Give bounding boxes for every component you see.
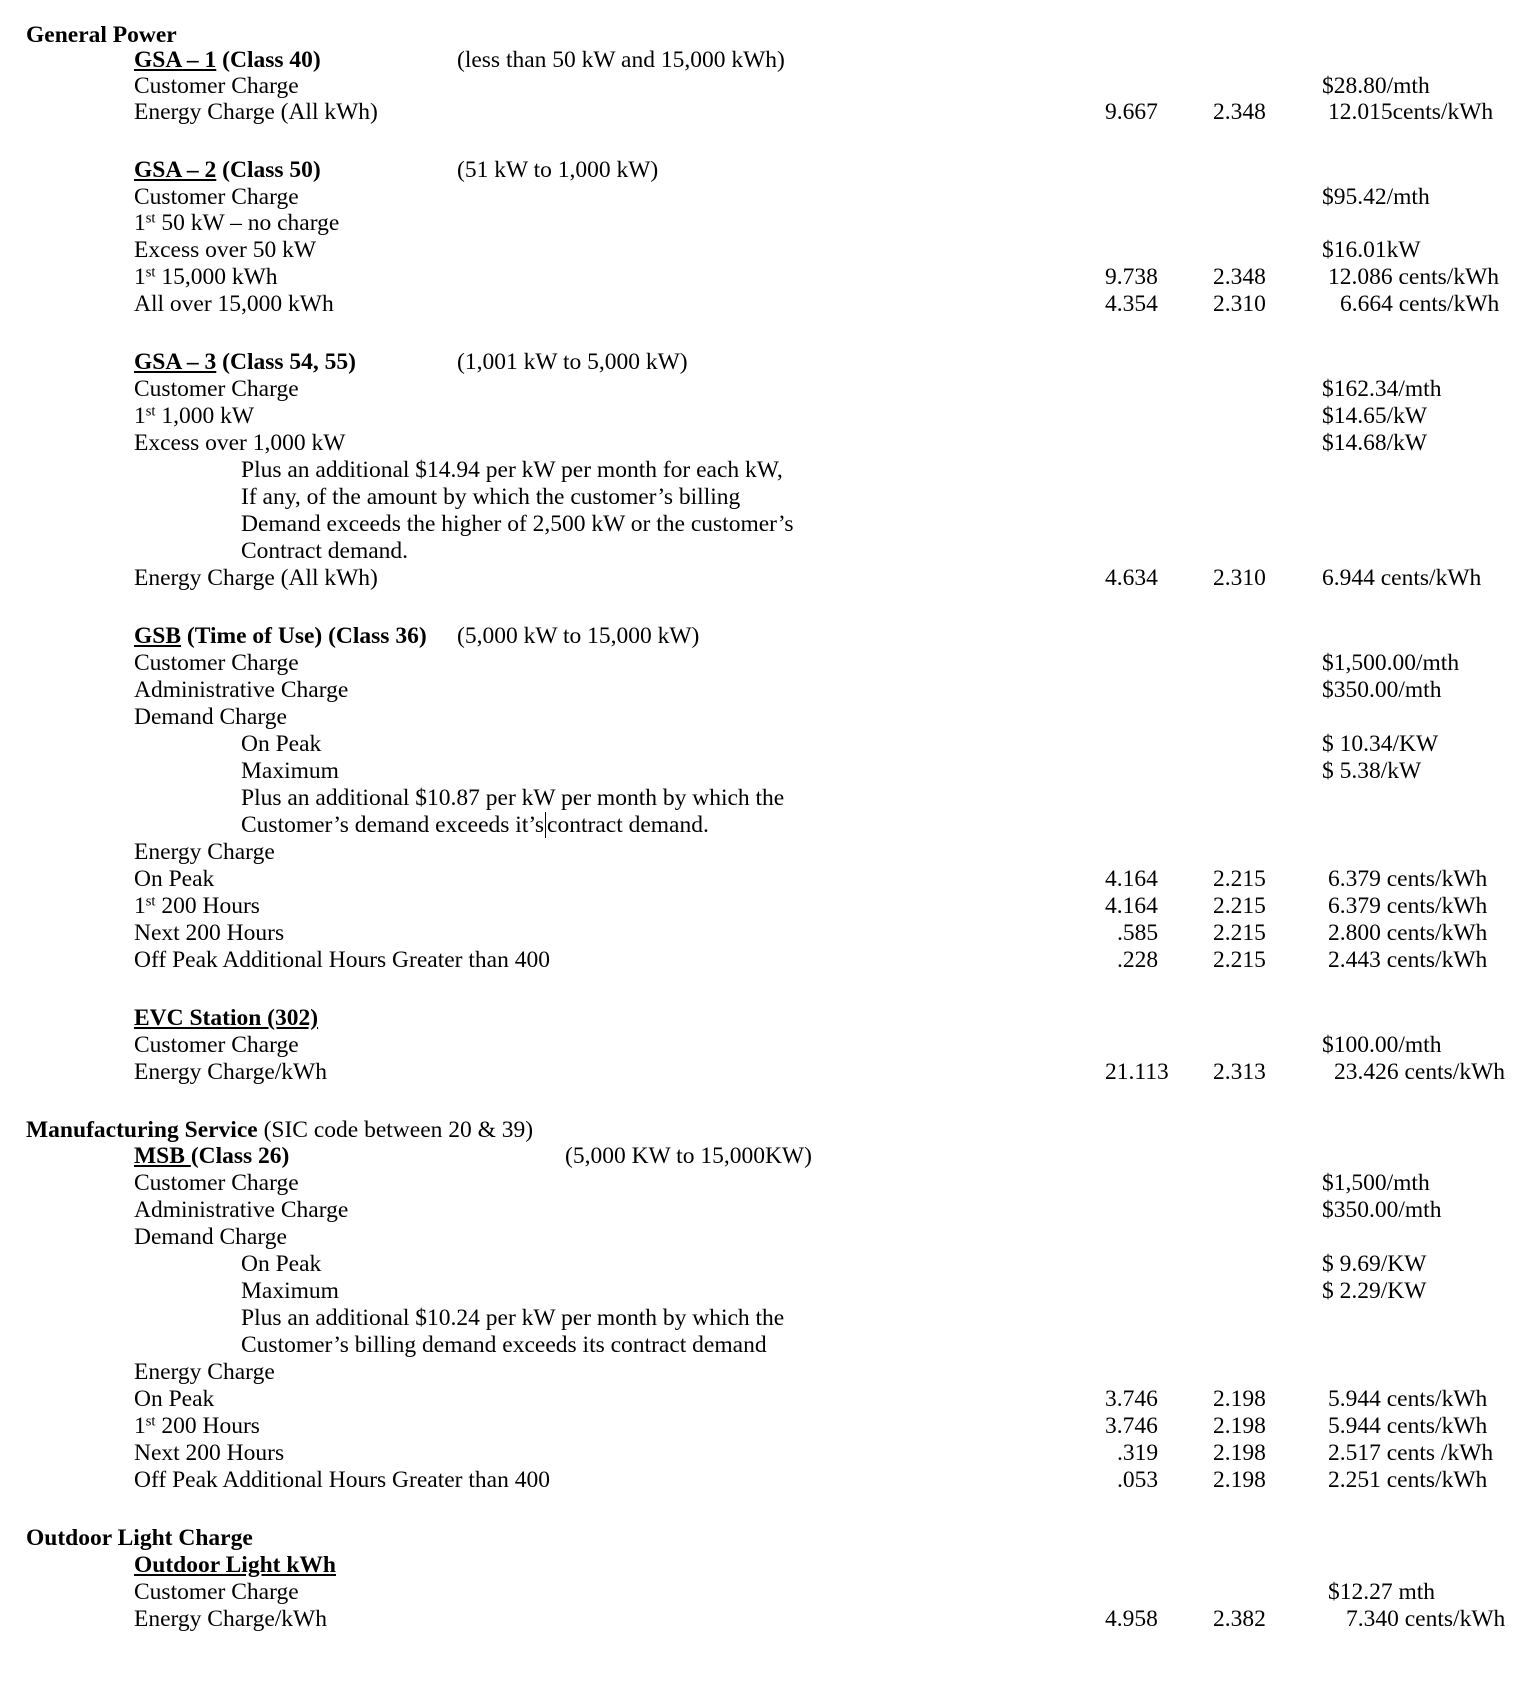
ordinal-suffix: st	[145, 210, 156, 227]
row-value-1: .319	[1117, 1440, 1159, 1466]
row-label	[134, 402, 254, 430]
row-label: Excess over 50 kW	[134, 237, 317, 263]
row-label	[134, 892, 260, 920]
section-subtitle: (SIC code between 20 & 39)	[257, 1117, 534, 1143]
ordinal-number: 1	[134, 893, 146, 919]
row-total: $14.68/kW	[1322, 430, 1428, 456]
row-value-1: 21.113	[1105, 1059, 1169, 1085]
row-total: 2.251 cents/kWh	[1328, 1467, 1488, 1493]
row-label: Customer Charge	[134, 650, 299, 676]
row-total: $1,500.00/mth	[1322, 650, 1460, 676]
row-value-1: 4.164	[1105, 866, 1158, 892]
row-label: On Peak	[134, 1386, 215, 1412]
note-line: Demand exceeds the higher of 2,500 kW or the customer’s	[241, 511, 794, 537]
row-value-1: .053	[1117, 1467, 1159, 1493]
label-text: 15,000 kWh	[155, 264, 278, 290]
schedule-heading-evc-station: EVC Station (302)	[134, 1005, 319, 1031]
schedule-class: (Class 40)	[222, 47, 321, 73]
ordinal-suffix: st	[145, 403, 156, 420]
row-value-1: 4.634	[1105, 565, 1158, 591]
row-label	[134, 1412, 260, 1440]
note-line	[241, 811, 709, 839]
row-label: Energy Charge	[134, 839, 275, 865]
schedule-heading-gsa-1	[134, 46, 321, 74]
row-total: 12.015cents/kWh	[1328, 99, 1494, 125]
row-value-2: 2.198	[1213, 1467, 1266, 1493]
row-total: 12.086 cents/kWh	[1328, 264, 1499, 290]
schedule-heading-outdoor-light: Outdoor Light kWh	[134, 1552, 336, 1578]
row-label: Customer Charge	[134, 184, 299, 210]
row-label: Customer Charge	[134, 376, 299, 402]
schedule-class: (Class 54, 55)	[222, 349, 356, 375]
row-value-1: 4.354	[1105, 291, 1158, 317]
demand-total: $ 9.69/KW	[1322, 1251, 1427, 1277]
note-line: Customer’s billing demand exceeds its contract demand	[241, 1332, 767, 1358]
note-line: Contract demand.	[241, 538, 409, 564]
row-value-2: 2.313	[1213, 1059, 1266, 1085]
row-label: Energy Charge/kWh	[134, 1606, 327, 1632]
row-total: $95.42/mth	[1322, 184, 1430, 210]
text-cursor	[545, 812, 546, 838]
row-value-2: 2.198	[1213, 1440, 1266, 1466]
demand-label: Maximum	[241, 1278, 339, 1304]
row-total: $100.00/mth	[1322, 1032, 1442, 1058]
row-value-2: 2.215	[1213, 947, 1266, 973]
row-label: Energy Charge/kWh	[134, 1059, 327, 1085]
row-label: All over 15,000 kWh	[134, 291, 334, 317]
note-line: Plus an additional $10.24 per kW per month by which the	[241, 1305, 785, 1331]
row-value-1: 4.958	[1105, 1606, 1158, 1632]
row-value-2: 2.198	[1213, 1386, 1266, 1412]
row-label: Customer Charge	[134, 73, 299, 99]
ordinal-suffix: st	[145, 264, 156, 281]
schedule-range: (5,000 kW to 15,000 kW)	[457, 623, 700, 649]
schedule-class: (Time of Use) (Class 36)	[186, 623, 427, 649]
row-value-1: 3.746	[1105, 1386, 1158, 1412]
label-text: 200 Hours	[155, 893, 260, 919]
row-value-2: 2.310	[1213, 291, 1266, 317]
row-label: Next 200 Hours	[134, 920, 285, 946]
row-label: Customer Charge	[134, 1579, 299, 1605]
row-label: Off Peak Additional Hours Greater than 400	[134, 1467, 550, 1493]
row-value-1: 3.746	[1105, 1413, 1158, 1439]
row-value-2: 2.348	[1213, 264, 1266, 290]
section-title-outdoor-light: Outdoor Light Charge	[26, 1525, 253, 1551]
row-total: 7.340 cents/kWh	[1346, 1606, 1506, 1632]
row-value-2: 2.348	[1213, 99, 1266, 125]
row-label: Customer Charge	[134, 1032, 299, 1058]
note-text: contract demand.	[547, 812, 709, 838]
schedule-class: (Class 26)	[190, 1143, 290, 1169]
row-value-2: 2.310	[1213, 565, 1266, 591]
schedule-id: MSB	[134, 1143, 191, 1169]
row-total: $162.34/mth	[1322, 376, 1442, 402]
row-total: $350.00/mth	[1322, 677, 1442, 703]
row-value-2: 2.215	[1213, 893, 1266, 919]
row-total: $350.00/mth	[1322, 1197, 1442, 1223]
row-label: On Peak	[134, 866, 215, 892]
row-total: 2.443 cents/kWh	[1328, 947, 1488, 973]
ordinal-suffix: st	[145, 1413, 156, 1430]
row-label: Off Peak Additional Hours Greater than 400	[134, 947, 550, 973]
row-total: $12.27 mth	[1328, 1579, 1436, 1605]
row-label: Next 200 Hours	[134, 1440, 285, 1466]
row-label: Demand Charge	[134, 704, 287, 730]
ordinal-suffix: st	[145, 893, 156, 910]
row-value-2: 2.215	[1213, 920, 1266, 946]
ordinal-number: 1	[134, 403, 146, 429]
demand-label: On Peak	[241, 731, 322, 757]
row-value-2: 2.382	[1213, 1606, 1266, 1632]
schedule-id: GSA – 1	[134, 47, 217, 73]
row-total: 2.517 cents /kWh	[1328, 1440, 1494, 1466]
row-value-1: .228	[1117, 947, 1159, 973]
label-text: 50 kW – no charge	[155, 210, 340, 236]
label-text: 1,000 kW	[155, 403, 255, 429]
note-line: Plus an additional $10.87 per kW per month by which the	[241, 785, 785, 811]
row-total: 6.664 cents/kWh	[1340, 291, 1500, 317]
schedule-id: GSA – 3	[134, 349, 217, 375]
schedule-id: GSB	[134, 623, 182, 649]
label-text: 200 Hours	[155, 1413, 260, 1439]
row-label: Demand Charge	[134, 1224, 287, 1250]
section-title-manufacturing	[26, 1116, 533, 1144]
row-value-2: 2.215	[1213, 866, 1266, 892]
row-label	[134, 209, 339, 237]
row-label: Energy Charge (All kWh)	[134, 99, 378, 125]
row-label: Excess over 1,000 kW	[134, 430, 346, 456]
row-label: Customer Charge	[134, 1170, 299, 1196]
row-total: 6.944 cents/kWh	[1322, 565, 1482, 591]
row-label: Energy Charge (All kWh)	[134, 565, 378, 591]
ordinal-number: 1	[134, 210, 146, 236]
row-total: $1,500/mth	[1322, 1170, 1430, 1196]
note-line: Plus an additional $14.94 per kW per month for each kW,	[241, 457, 783, 483]
schedule-range: (1,001 kW to 5,000 kW)	[457, 349, 688, 375]
row-label	[134, 263, 278, 291]
row-total: 6.379 cents/kWh	[1328, 866, 1488, 892]
row-value-2: 2.198	[1213, 1413, 1266, 1439]
schedule-class: (Class 50)	[222, 157, 321, 183]
row-total: $16.01kW	[1322, 237, 1421, 263]
row-total: 5.944 cents/kWh	[1328, 1386, 1488, 1412]
ordinal-number: 1	[134, 1413, 146, 1439]
row-value-1: 9.738	[1105, 264, 1158, 290]
ordinal-number: 1	[134, 264, 146, 290]
note-line: If any, of the amount by which the customer’s billing	[241, 484, 741, 510]
schedule-heading-gsa-2	[134, 156, 321, 184]
row-total: 23.426 cents/kWh	[1334, 1059, 1505, 1085]
row-label: Administrative Charge	[134, 1197, 349, 1223]
section-title-general-power: General Power	[26, 22, 177, 48]
note-text: Customer’s demand exceeds it’s	[241, 812, 545, 838]
schedule-id: GSA – 2	[134, 157, 217, 183]
schedule-range: (5,000 KW to 15,000KW)	[565, 1143, 812, 1169]
demand-label: Maximum	[241, 758, 339, 784]
schedule-heading-gsa-3	[134, 348, 356, 376]
row-total: $28.80/mth	[1322, 73, 1430, 99]
row-value-1: 9.667	[1105, 99, 1158, 125]
schedule-range: (51 kW to 1,000 kW)	[457, 157, 659, 183]
demand-total: $ 10.34/KW	[1322, 731, 1439, 757]
demand-total: $ 5.38/kW	[1322, 758, 1422, 784]
row-value-1: 4.164	[1105, 893, 1158, 919]
row-total: 5.944 cents/kWh	[1328, 1413, 1488, 1439]
schedule-range: (less than 50 kW and 15,000 kWh)	[457, 47, 785, 73]
row-label: Energy Charge	[134, 1359, 275, 1385]
row-total: 6.379 cents/kWh	[1328, 893, 1488, 919]
demand-total: $ 2.29/KW	[1322, 1278, 1427, 1304]
row-total: 2.800 cents/kWh	[1328, 920, 1488, 946]
demand-label: On Peak	[241, 1251, 322, 1277]
row-label: Administrative Charge	[134, 677, 349, 703]
section-title-text: Manufacturing Service	[26, 1117, 258, 1143]
schedule-heading-gsb	[134, 622, 427, 650]
row-value-1: .585	[1117, 920, 1159, 946]
row-total: $14.65/kW	[1322, 403, 1428, 429]
schedule-heading-msb	[134, 1142, 289, 1170]
